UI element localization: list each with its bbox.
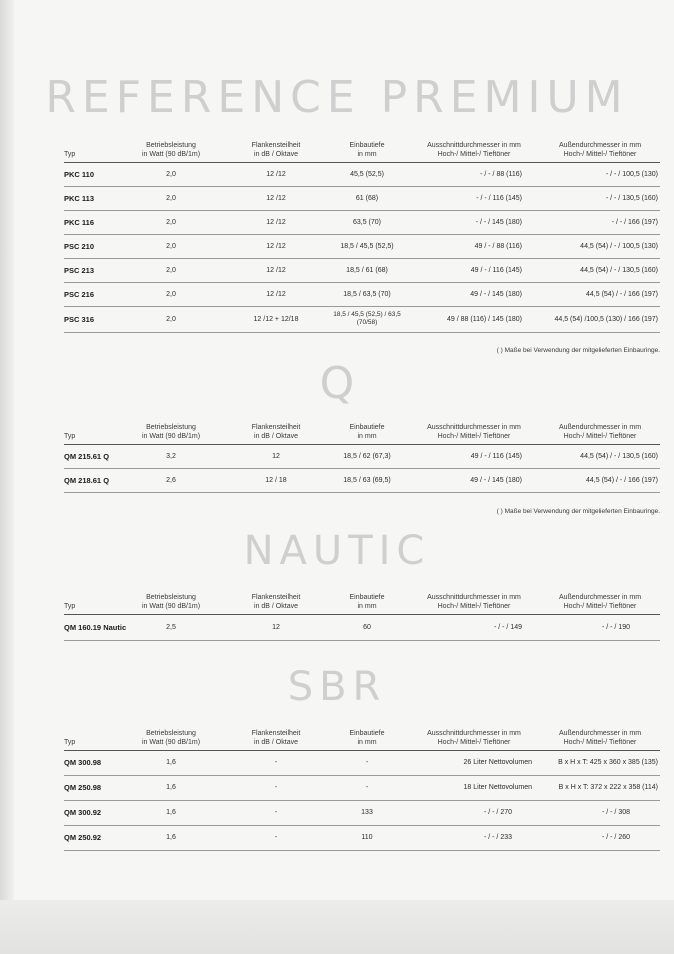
cell-typ: PSC 213 bbox=[64, 258, 116, 282]
table-row bbox=[64, 234, 660, 258]
cell-aussen: B x H x T: 372 x 222 x 358 (114) bbox=[540, 775, 660, 800]
table-row bbox=[64, 825, 660, 850]
header-ausschnitt: Ausschnittdurchmesser in mm Hoch-/ Mittel-/ Tieftöner bbox=[408, 138, 540, 162]
header-tiefe: Einbautiefe in mm bbox=[326, 420, 408, 444]
table-row bbox=[64, 468, 660, 492]
header-flanke: Flankensteilheit in dB / Oktave bbox=[226, 726, 326, 750]
cell-ausschnitt: - / - / 116 (145) bbox=[408, 186, 540, 210]
nautic-table bbox=[64, 590, 660, 641]
table-row bbox=[64, 750, 660, 775]
cell-tiefe: - bbox=[326, 775, 408, 800]
cell-aussen: 44,5 (54) / - / 166 (197) bbox=[540, 468, 660, 492]
cell-flanke: 12 /12 bbox=[226, 282, 326, 306]
cell-ausschnitt: - / - / 270 bbox=[408, 800, 540, 825]
cell-aussen: 44,5 (54) / - / 130,5 (160) bbox=[540, 258, 660, 282]
cell-leistung: 1,6 bbox=[116, 825, 226, 850]
cell-aussen: - / - / 260 bbox=[540, 825, 660, 850]
cell-flanke: 12 /12 bbox=[226, 210, 326, 234]
cell-tiefe: 18,5 / 63 (69,5) bbox=[326, 468, 408, 492]
cell-aussen: - / - / 130,5 (160) bbox=[540, 186, 660, 210]
cell-aussen: - / - / 190 bbox=[540, 614, 660, 640]
cell-typ: QM 160.19 Nautic bbox=[64, 614, 116, 640]
cell-flanke: 12 bbox=[226, 444, 326, 468]
cell-leistung: 3,2 bbox=[116, 444, 226, 468]
section-title-nautic: NAUTIC bbox=[243, 528, 431, 574]
cell-typ: QM 250.92 bbox=[64, 825, 116, 850]
cell-leistung: 2,0 bbox=[116, 186, 226, 210]
header-aussen: Außendurchmesser in mm Hoch-/ Mittel-/ Tieftöner bbox=[540, 590, 660, 614]
cell-typ: PSC 316 bbox=[64, 306, 116, 332]
cell-leistung: 2,0 bbox=[116, 162, 226, 186]
cell-tiefe: - bbox=[326, 750, 408, 775]
cell-tiefe: 45,5 (52,5) bbox=[326, 162, 408, 186]
cell-tiefe: 63,5 (70) bbox=[326, 210, 408, 234]
cell-aussen: 44,5 (54) / - / 100,5 (130) bbox=[540, 234, 660, 258]
cell-typ: PSC 216 bbox=[64, 282, 116, 306]
cell-ausschnitt: 49 / - / 145 (180) bbox=[408, 468, 540, 492]
header-ausschnitt: Ausschnittdurchmesser in mm Hoch-/ Mittel-/ Tieftöner bbox=[408, 590, 540, 614]
header-ausschnitt: Ausschnittdurchmesser in mm Hoch-/ Mittel-/ Tieftöner bbox=[408, 420, 540, 444]
cell-leistung: 2,0 bbox=[116, 282, 226, 306]
cell-flanke: 12 /12 bbox=[226, 162, 326, 186]
q-table bbox=[64, 420, 660, 493]
table-row bbox=[64, 306, 660, 332]
header-leistung: Betriebsleistung in Watt (90 dB/1m) bbox=[116, 590, 226, 614]
cell-aussen: B x H x T: 425 x 360 x 385 (135) bbox=[540, 750, 660, 775]
cell-leistung: 2,6 bbox=[116, 468, 226, 492]
section-title-reference-premium: REFERENCE PREMIUM bbox=[45, 72, 629, 123]
cell-tiefe: 133 bbox=[326, 800, 408, 825]
cell-ausschnitt: 49 / - / 145 (180) bbox=[408, 282, 540, 306]
section-title-sbr: SBR bbox=[287, 664, 387, 710]
cell-ausschnitt: 49 / 88 (116) / 145 (180) bbox=[408, 306, 540, 332]
cell-aussen: - / - / 100,5 (130) bbox=[540, 162, 660, 186]
cell-flanke: 12 /12 bbox=[226, 258, 326, 282]
cell-typ: PKC 110 bbox=[64, 162, 116, 186]
header-typ: Typ bbox=[64, 726, 116, 750]
scan-edge-left bbox=[0, 0, 14, 954]
cell-tiefe: 18,5 / 61 (68) bbox=[326, 258, 408, 282]
cell-ausschnitt: - / - / 233 bbox=[408, 825, 540, 850]
cell-flanke: - bbox=[226, 750, 326, 775]
cell-ausschnitt: 49 / - / 116 (145) bbox=[408, 258, 540, 282]
scan-edge-bottom bbox=[0, 900, 674, 954]
cell-aussen: 44,5 (54) /100,5 (130) / 166 (197) bbox=[540, 306, 660, 332]
cell-flanke: 12 / 18 bbox=[226, 468, 326, 492]
table-row bbox=[64, 162, 660, 186]
cell-leistung: 1,6 bbox=[116, 800, 226, 825]
cell-ausschnitt: 18 Liter Nettovolumen bbox=[408, 775, 540, 800]
header-leistung: Betriebsleistung in Watt (90 dB/1m) bbox=[116, 420, 226, 444]
cell-tiefe: 110 bbox=[326, 825, 408, 850]
table-row bbox=[64, 258, 660, 282]
cell-aussen: - / - / 166 (197) bbox=[540, 210, 660, 234]
table-row bbox=[64, 444, 660, 468]
table-row bbox=[64, 282, 660, 306]
cell-flanke: 12 /12 bbox=[226, 186, 326, 210]
table-row bbox=[64, 186, 660, 210]
header-aussen: Außendurchmesser in mm Hoch-/ Mittel-/ Tieftöner bbox=[540, 138, 660, 162]
cell-typ: PKC 113 bbox=[64, 186, 116, 210]
cell-typ: QM 300.92 bbox=[64, 800, 116, 825]
header-leistung: Betriebsleistung in Watt (90 dB/1m) bbox=[116, 138, 226, 162]
footnote-reference: ( ) Maße bei Verwendung der mitgelieferten Einbauringe. bbox=[496, 347, 660, 354]
header-aussen: Außendurchmesser in mm Hoch-/ Mittel-/ Tieftöner bbox=[540, 420, 660, 444]
cell-aussen: 44,5 (54) / - / 130,5 (160) bbox=[540, 444, 660, 468]
cell-leistung: 2,0 bbox=[116, 306, 226, 332]
header-flanke: Flankensteilheit in dB / Oktave bbox=[226, 420, 326, 444]
cell-ausschnitt: 49 / - / 116 (145) bbox=[408, 444, 540, 468]
cell-typ: QM 300.98 bbox=[64, 750, 116, 775]
section-title-q: Q bbox=[319, 358, 355, 409]
sbr-table bbox=[64, 726, 660, 851]
cell-typ: QM 250.98 bbox=[64, 775, 116, 800]
cell-flanke: 12 /12 + 12/18 bbox=[226, 306, 326, 332]
cell-typ: QM 215.61 Q bbox=[64, 444, 116, 468]
cell-leistung: 2,0 bbox=[116, 210, 226, 234]
cell-tiefe: 18,5 / 63,5 (70) bbox=[326, 282, 408, 306]
header-typ: Typ bbox=[64, 420, 116, 444]
header-flanke: Flankensteilheit in dB / Oktave bbox=[226, 590, 326, 614]
footnote-q: ( ) Maße bei Verwendung der mitgelieferten Einbauringe. bbox=[496, 508, 660, 515]
reference-premium-table bbox=[64, 138, 660, 333]
cell-typ: PSC 210 bbox=[64, 234, 116, 258]
cell-leistung: 1,6 bbox=[116, 750, 226, 775]
cell-tiefe: 18,5 / 45,5 (52,5) / 63,5 (70/58) bbox=[326, 306, 408, 332]
cell-flanke: - bbox=[226, 825, 326, 850]
cell-typ: PKC 116 bbox=[64, 210, 116, 234]
header-tiefe: Einbautiefe in mm bbox=[326, 138, 408, 162]
header-typ: Typ bbox=[64, 138, 116, 162]
cell-flanke: - bbox=[226, 775, 326, 800]
cell-ausschnitt: - / - / 149 bbox=[408, 614, 540, 640]
cell-tiefe: 60 bbox=[326, 614, 408, 640]
cell-leistung: 2,0 bbox=[116, 258, 226, 282]
table-row bbox=[64, 210, 660, 234]
cell-aussen: 44,5 (54) / - / 166 (197) bbox=[540, 282, 660, 306]
cell-leistung: 1,6 bbox=[116, 775, 226, 800]
header-ausschnitt: Ausschnittdurchmesser in mm Hoch-/ Mittel-/ Tieftöner bbox=[408, 726, 540, 750]
cell-aussen: - / - / 308 bbox=[540, 800, 660, 825]
cell-ausschnitt: - / - / 88 (116) bbox=[408, 162, 540, 186]
cell-tiefe: 18,5 / 45,5 (52,5) bbox=[326, 234, 408, 258]
cell-typ: QM 218.61 Q bbox=[64, 468, 116, 492]
cell-flanke: - bbox=[226, 800, 326, 825]
cell-leistung: 2,5 bbox=[116, 614, 226, 640]
cell-flanke: 12 /12 bbox=[226, 234, 326, 258]
table-row bbox=[64, 614, 660, 640]
cell-ausschnitt: 26 Liter Nettovolumen bbox=[408, 750, 540, 775]
cell-ausschnitt: 49 / - / 88 (116) bbox=[408, 234, 540, 258]
header-flanke: Flankensteilheit in dB / Oktave bbox=[226, 138, 326, 162]
header-aussen: Außendurchmesser in mm Hoch-/ Mittel-/ Tieftöner bbox=[540, 726, 660, 750]
cell-ausschnitt: - / - / 145 (180) bbox=[408, 210, 540, 234]
cell-tiefe: 18,5 / 62 (67,3) bbox=[326, 444, 408, 468]
header-tiefe: Einbautiefe in mm bbox=[326, 590, 408, 614]
table-row bbox=[64, 800, 660, 825]
cell-tiefe: 61 (68) bbox=[326, 186, 408, 210]
header-tiefe: Einbautiefe in mm bbox=[326, 726, 408, 750]
header-typ: Typ bbox=[64, 590, 116, 614]
cell-flanke: 12 bbox=[226, 614, 326, 640]
cell-leistung: 2,0 bbox=[116, 234, 226, 258]
header-leistung: Betriebsleistung in Watt (90 dB/1m) bbox=[116, 726, 226, 750]
table-row bbox=[64, 775, 660, 800]
